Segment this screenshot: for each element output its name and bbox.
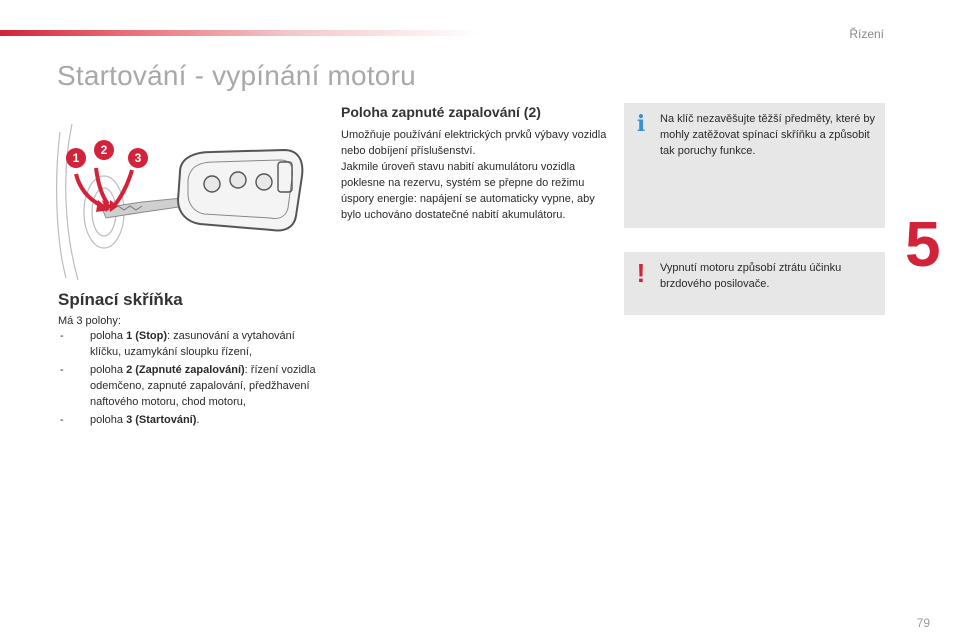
ignition-switch-intro: Má 3 polohy: <box>58 315 121 327</box>
warning-note <box>624 252 885 315</box>
info-icon: i <box>636 111 646 137</box>
info-note-text: Na klíč nezavěšujte těžší předměty, které by mohly zatěžovat spínací skříňku a způsobit tak poruchy funkce. <box>660 113 875 157</box>
paragraph: Jakmile úroveň stavu nabití akumulátoru vozidla poklesne na rezervu, systém se přepne do režimu úspory energie: napájení se automaticky vypne, aby bylo uchováno dostatečné nabití akumulátoru. <box>341 161 595 221</box>
info-note <box>624 103 885 228</box>
ignition-key-illustration <box>52 120 314 282</box>
list-item: - poloha 1 (Stop): zasunování a vytahování klíčku, uzamykání sloupku řízení, <box>60 330 295 358</box>
callout-3 <box>128 148 148 168</box>
section-label: Řízení <box>849 27 884 41</box>
warning-note-text: Vypnutí motoru způsobí ztrátu účinku brzdového posilovače. <box>660 262 842 290</box>
list-item: - poloha 3 (Startování). <box>60 414 200 426</box>
page-number: 79 <box>916 616 930 630</box>
page-title: Startování - vypínání motoru <box>57 60 416 91</box>
svg-text:2: 2 <box>100 143 108 157</box>
ignition-on-text <box>341 127 611 223</box>
chapter-number: 5 <box>905 208 941 280</box>
list-item: - poloha 2 (Zapnuté zapalování): řízení vozidla odemčeno, zapnuté zapalování, předžhavení naftového motoru, chod motoru, <box>60 364 316 408</box>
warning-icon: ! <box>636 258 646 288</box>
svg-text:3: 3 <box>134 151 142 165</box>
ignition-on-heading: Poloha zapnuté zapalování (2) <box>341 104 541 120</box>
callout-1 <box>66 148 86 168</box>
header-accent-bar <box>0 30 480 36</box>
paragraph: Umožňuje používání elektrických prvků výbavy vozidla nebo dobíjení příslušenství. <box>341 129 607 157</box>
ignition-switch-heading: Spínací skříňka <box>58 290 183 309</box>
ignition-position-list <box>58 328 323 430</box>
svg-text:1: 1 <box>72 151 80 165</box>
callout-2 <box>94 140 114 160</box>
